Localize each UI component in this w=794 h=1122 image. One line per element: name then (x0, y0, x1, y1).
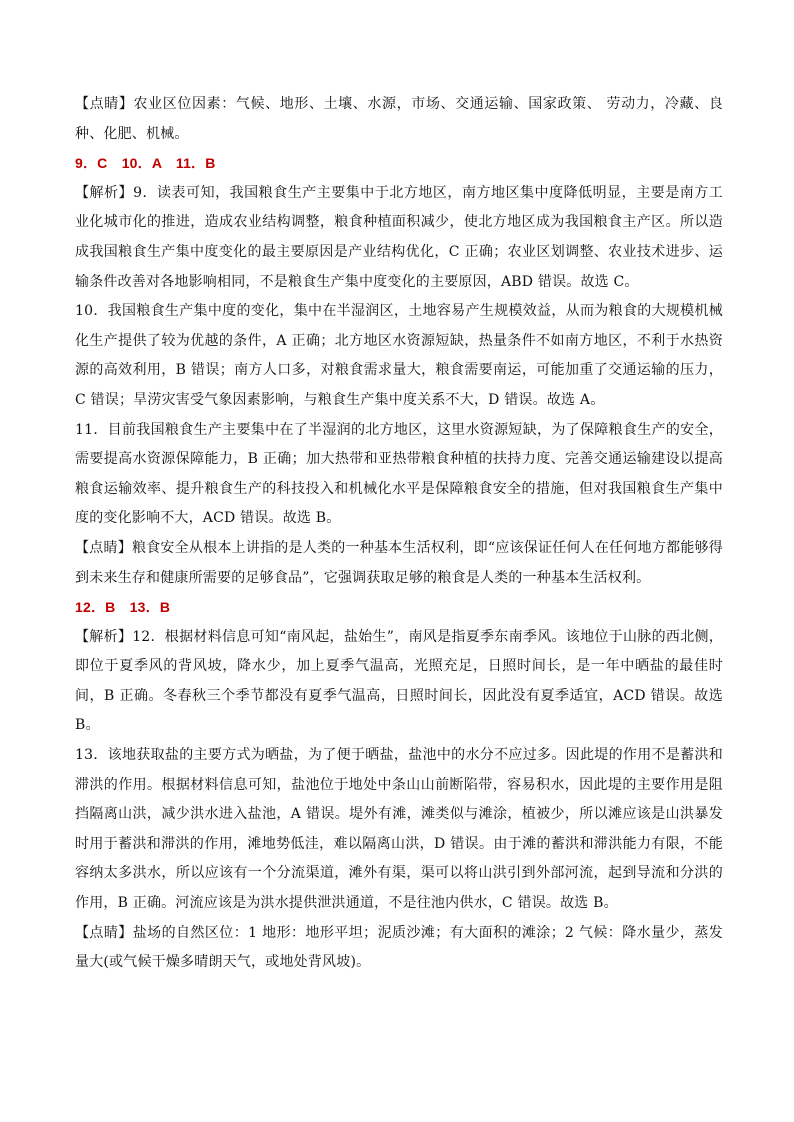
note-salt-field: 【点睛】盐场的自然区位：1 地形：地形平坦；泥质沙滩；有大面积的滩涂；2 气候：降水量少，蒸发量大(或气候干燥多晴朗天气，或地处背风坡)。 (75, 924, 723, 971)
analysis-q10: 10．我国粮食生产集中度的变化，集中在半湿润区，土地容易产生规模效益，从而为粮食的大规模机械化生产提供了较为优越的条件，A 正确；北方地区水资源短缺，热量条件不如南方地区，不利于水热资源的高效利用，B 错误；南方人口多，对粮食需求量大，粮食需要南运，可能加重了交通运输的压力，C 错误；旱涝灾害受气象因素影响，与粮食生产集中度关系不大，D 错误。故选 A。 (75, 303, 723, 408)
analysis-q12: 【解析】12．根据材料信息可知“南风起，盐始生”，南风是指夏季东南季风。该地位于山脉的西北侧，即位于夏季风的背风坡，降水少，加上夏季气温高，光照充足，日照时间长，是一年中晒盐的最佳时间，B 正确。冬春秋三个季节都没有夏季气温高，日照时间长，因此没有夏季适宜，ACD 错误。故选 B。 (75, 628, 723, 734)
analysis-q9: 【解析】9．读表可知，我国粮食生产主要集中于北方地区，南方地区集中度降低明显，主要是南方工业化城市化的推进，造成农业结构调整，粮食种植面积减少，使北方地区成为我国粮食主产区。所以造成我国粮食生产集中度变化的最主要原因是产业结构优化，C 正确；农业区划调整、农业技术进步、运输条件改善对各地影响相同，不是粮食生产集中度变化的主要原因，ABD 错误。故选 C。 (75, 184, 723, 290)
note-agri-factors: 【点睛】农业区位因素：气候、地形、土壤、水源，市场、交通运输、国家政策、 劳动力，冷藏、良种、化肥、机械。 (75, 96, 723, 142)
analysis-q11: 11．目前我国粮食生产主要集中在了半湿润的北方地区，这里水资源短缺，为了保障粮食生产的安全，需要提高水资源保障能力，B 正确；加大热带和亚热带粮食种植的扶持力度、完善交通运输建设以提高粮食运输效率、提升粮食生产的科技投入和机械化水平是保障粮食安全的措施，但对我国粮食生产集中度的变化影响不大，ACD 错误。故选 B。 (75, 421, 723, 527)
note-food-security: 【点睛】粮食安全从根本上讲指的是人类的一种基本生活权利，即“应该保证任何人在任何地方都能够得到未来生存和健康所需要的足够食品”，它强调获取足够的粮食是人类的一种基本生活权利。 (75, 539, 723, 586)
answers-12-13: 12．B 13．B (75, 599, 171, 616)
analysis-q13: 13．该地获取盐的主要方式为晒盐，为了便于晒盐，盐池中的水分不应过多。因此堤的作用不是蓄洪和滞洪的作用。根据材料信息可知，盐池位于地处中条山山前断陷带，容易积水，因此堤的主要作用是阻挡隔离山洪，减少洪水进入盐池，A 错误。堤外有滩，滩类似与滩涂，植被少，所以滩应该是山洪暴发时用于蓄洪和滞洪的作用，滩地势低洼，难以隔离山洪，D 错误。由于滩的蓄洪和滞洪能力有限，不能容纳太多洪水，所以应该有一个分流渠道，滩外有渠，渠可以将山洪引到外部河流，起到导流和分洪的作用，B 正确。河流应该是为洪水提供泄洪通道，不是往池内供水，C 错误。故选 B。 (75, 747, 723, 912)
document-page (75, 90, 723, 978)
answers-9-11: 9．C 10．A 11．B (75, 155, 216, 172)
